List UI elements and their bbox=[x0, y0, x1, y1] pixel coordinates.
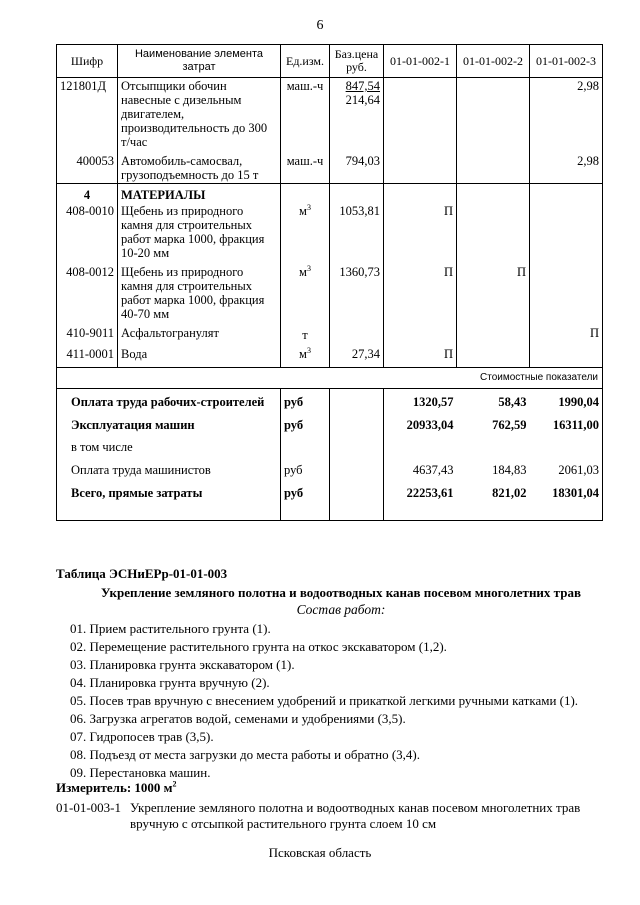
row-code: 408-0012 bbox=[57, 261, 118, 322]
row-value-3: 2,98 bbox=[530, 150, 603, 184]
table-row bbox=[57, 343, 603, 368]
row-price bbox=[330, 322, 384, 343]
row-unit: маш.-ч bbox=[281, 150, 330, 184]
list-item: 06. Загрузка агрегатов водой, семенами и удобрениями (3,5). bbox=[70, 711, 406, 726]
list-item: 09. Перестановка машин. bbox=[70, 765, 211, 780]
row-unit: т bbox=[281, 322, 330, 343]
header-col-3: 01-01-002-3 bbox=[530, 45, 603, 78]
row-unit: $м^3$ bbox=[281, 261, 330, 322]
summary-value-1: 1320,57 bbox=[412, 395, 454, 409]
row-price: 1360,73 bbox=[330, 261, 384, 322]
item-description: Укрепление земляного полотна и водоотводных канав посевом многолетних трав вручную с отсыпкой растительного грунта слоем 10 см bbox=[130, 800, 581, 831]
row-price-1: 847,54 bbox=[345, 79, 380, 93]
row-code: 411-0001 bbox=[57, 343, 118, 368]
header-price: Баз.цена руб. bbox=[330, 45, 384, 78]
summary-label: Всего, прямые затраты bbox=[57, 479, 281, 521]
cost-label: Стоимостные показатели bbox=[57, 368, 603, 389]
row-price: 27,34 bbox=[330, 343, 384, 368]
row-unit: $м^3$ bbox=[281, 203, 330, 261]
row-value-2 bbox=[457, 343, 530, 368]
summary-row bbox=[57, 479, 603, 521]
summary-value-3: 2061,03 bbox=[530, 456, 603, 479]
row-value-3: П bbox=[530, 322, 603, 343]
summary-value-1: 22253,61 bbox=[384, 479, 457, 521]
row-value-3 bbox=[530, 261, 603, 322]
summary-unit: руб bbox=[281, 389, 330, 412]
list-item: 07. Гидропосев трав (3,5). bbox=[70, 729, 214, 744]
section-title: МАТЕРИАЛЫ bbox=[118, 184, 281, 204]
region-label: Псковская область bbox=[268, 845, 372, 860]
header-col-2: 01-01-002-2 bbox=[457, 45, 530, 78]
summary-value-2: 762,59 bbox=[492, 418, 527, 432]
cost-label-row bbox=[57, 368, 603, 389]
summary-value-3: 1990,04 bbox=[530, 389, 603, 412]
summary-value-1: 20933,04 bbox=[406, 418, 454, 432]
summary-unit: руб bbox=[281, 456, 330, 479]
resource-table bbox=[56, 44, 603, 521]
row-name: Автомобиль-самосвал, грузоподъемность до 15 т bbox=[118, 150, 281, 184]
header-unit: Ед.изм. bbox=[281, 45, 330, 78]
measure-unit: Измеритель: 1000 $м^2$ bbox=[56, 779, 177, 795]
row-price: 794,03 bbox=[330, 150, 384, 184]
row-value-2 bbox=[457, 322, 530, 343]
table-row bbox=[57, 261, 603, 322]
section-heading: Укрепление земляного полотна и водоотводных канав посевом многолетних трав bbox=[101, 585, 581, 600]
item-code: 01-01-003-1 bbox=[56, 800, 121, 815]
row-value-1: П bbox=[384, 261, 457, 322]
summary-unit: руб bbox=[281, 411, 330, 434]
row-value-2 bbox=[457, 150, 530, 184]
table-row bbox=[57, 322, 603, 343]
row-code: 408-0010 bbox=[57, 203, 118, 261]
header-name: Наименование элемента затрат bbox=[118, 45, 281, 78]
row-value-3 bbox=[530, 343, 603, 368]
summary-row bbox=[57, 389, 603, 412]
summary-row bbox=[57, 456, 603, 479]
page-number: 6 bbox=[316, 18, 324, 33]
summary-label: Эксплуатация машин bbox=[57, 411, 281, 434]
works-subheading: Состав работ: bbox=[296, 602, 386, 617]
row-code: 121801Д bbox=[57, 78, 118, 151]
summary-value-1: 4637,43 bbox=[412, 463, 454, 477]
row-price: 1053,81 bbox=[330, 203, 384, 261]
summary-value-3: 16311,00 bbox=[530, 411, 603, 434]
works-list bbox=[70, 620, 578, 782]
summary-row bbox=[57, 434, 603, 456]
section-row bbox=[57, 184, 603, 204]
row-value-1: П bbox=[384, 203, 457, 261]
row-name: Вода bbox=[118, 343, 281, 368]
row-price-2: 214,64 bbox=[345, 93, 380, 107]
summary-row bbox=[57, 411, 603, 434]
summary-label: Оплата труда машинистов bbox=[57, 456, 281, 479]
row-code: 410-9011 bbox=[57, 322, 118, 343]
summary-value-2: 58,43 bbox=[498, 395, 527, 409]
row-value-1 bbox=[384, 78, 457, 151]
list-item: 05. Посев трав вручную с внесением удобрений и прикаткой легкими ручными катками (1). bbox=[70, 693, 579, 708]
row-value-1 bbox=[384, 322, 457, 343]
row-name: Отсыпщики обочин навесные с дизельным двигателем, производительность до 300 т/час bbox=[118, 78, 281, 151]
row-name: Асфальтогранулят bbox=[118, 322, 281, 343]
row-value-3 bbox=[530, 203, 603, 261]
table-row bbox=[57, 78, 603, 151]
table-header-row bbox=[57, 45, 603, 78]
list-item: 04. Планировка грунта вручную (2). bbox=[70, 675, 270, 690]
row-price bbox=[330, 78, 384, 151]
summary-label: Оплата труда рабочих-строителей bbox=[57, 389, 281, 412]
table-row bbox=[57, 203, 603, 261]
table-row bbox=[57, 150, 603, 184]
row-value-2: П bbox=[457, 261, 530, 322]
row-value-2 bbox=[457, 203, 530, 261]
summary-value-3: 18301,04 bbox=[530, 479, 603, 521]
row-value-2 bbox=[457, 78, 530, 151]
table-title: Таблица ЭСНиЕРр-01-01-003 bbox=[56, 566, 228, 581]
list-item: 02. Перемещение растительного грунта на откос экскаватором (1,2). bbox=[70, 639, 447, 654]
section-number: 4 bbox=[57, 184, 118, 204]
row-value-1 bbox=[384, 150, 457, 184]
summary-value-2: 821,02 bbox=[457, 479, 530, 521]
row-unit: маш.-ч bbox=[281, 78, 330, 151]
summary-label: в том числе bbox=[57, 434, 281, 456]
row-name: Щебень из природного камня для строительных работ марка 1000, фракция 10-20 мм bbox=[118, 203, 281, 261]
row-code: 400053 bbox=[57, 150, 118, 184]
row-unit: $м^3$ bbox=[281, 343, 330, 368]
header-code: Шифр bbox=[57, 45, 118, 78]
row-name: Щебень из природного камня для строительных работ марка 1000, фракция 40-70 мм bbox=[118, 261, 281, 322]
list-item: 03. Планировка грунта экскаватором (1). bbox=[70, 657, 295, 672]
list-item: 08. Подъезд от места загрузки до места работы и обратно (3,4). bbox=[70, 747, 420, 762]
summary-unit: руб bbox=[281, 479, 330, 521]
list-item: 01. Прием растительного грунта (1). bbox=[70, 621, 271, 636]
row-value-3: 2,98 bbox=[530, 78, 603, 151]
row-value-1: П bbox=[384, 343, 457, 368]
header-col-1: 01-01-002-1 bbox=[384, 45, 457, 78]
summary-value-2: 184,83 bbox=[492, 463, 527, 477]
